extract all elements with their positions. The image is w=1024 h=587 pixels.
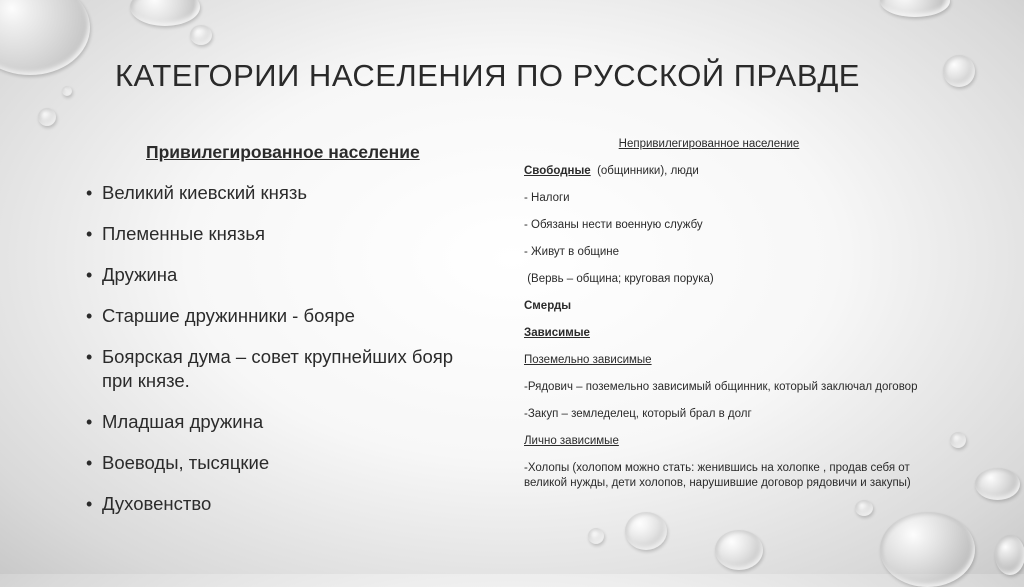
- water-drop: [880, 0, 950, 17]
- free-rest: (общинники), люди: [590, 165, 699, 177]
- water-drop: [943, 55, 975, 87]
- list-item: • Младшая дружина: [86, 410, 496, 434]
- smerdy-label: Смерды: [524, 300, 572, 312]
- privileged-heading: Привилегированное население: [146, 142, 420, 162]
- water-drop: [190, 25, 212, 45]
- privileged-list: [86, 181, 496, 516]
- kholopy-line: -Холопы (холопом можно стать: женившись на холопке , продав себя от великой нужды, дети холопов, нарушившие договор рядовичи и закупы): [524, 462, 911, 489]
- ryadovich-line: -Рядович – поземельно зависимый общинник, который заключал договор: [524, 381, 918, 393]
- free-line: [524, 164, 944, 179]
- military-line: - Обязаны нести военную службу: [524, 219, 703, 231]
- verv-line: (Вервь – община; круговая порука): [524, 273, 714, 285]
- dependent-label: Зависимые: [524, 327, 590, 339]
- unprivileged-heading: Непривилегированное население: [618, 138, 800, 150]
- water-drop: [625, 512, 667, 550]
- slide-title: КАТЕГОРИИ НАСЕЛЕНИЯ ПО РУССКОЙ ПРАВДЕ: [115, 58, 860, 93]
- water-drop: [62, 86, 72, 96]
- free-label: Свободные: [524, 165, 591, 177]
- land-dependent-label: Поземельно зависимые: [524, 354, 652, 366]
- taxes-line: - Налоги: [524, 192, 570, 204]
- water-drop: [975, 468, 1020, 500]
- privileged-column: [86, 142, 496, 533]
- list-item: • Старшие дружинники - бояре: [86, 304, 496, 328]
- list-item: • Дружина: [86, 263, 496, 287]
- water-drop: [588, 528, 604, 544]
- zakup-line: -Закуп – земледелец, который брал в долг: [524, 408, 752, 420]
- list-item: • Великий киевский князь: [86, 181, 496, 205]
- water-drop: [130, 0, 200, 26]
- list-item: • Боярская дума – совет крупнейших бояр при князе.: [86, 345, 472, 393]
- list-item: • Духовенство: [86, 492, 496, 516]
- water-drop: [880, 512, 975, 587]
- unprivileged-column: [524, 137, 944, 503]
- water-drop: [950, 432, 966, 448]
- community-line: - Живут в общине: [524, 246, 620, 258]
- water-drop: [38, 108, 56, 126]
- list-item: • Племенные князья: [86, 222, 496, 246]
- water-drop: [715, 530, 763, 570]
- water-drop: [995, 535, 1024, 575]
- personal-dependent-label: Лично зависимые: [524, 435, 619, 447]
- water-drop: [0, 0, 90, 75]
- list-item: • Воеводы, тысяцкие: [86, 451, 496, 475]
